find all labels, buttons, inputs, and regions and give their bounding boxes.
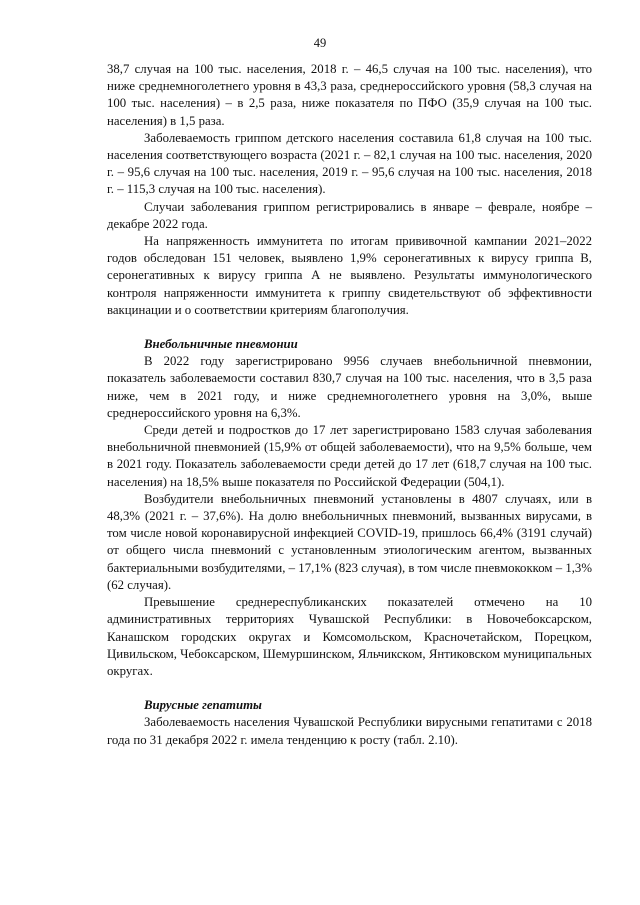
paragraph-pneumonia-children: Среди детей и подростков до 17 лет зарегистрировано 1583 случая заболевания внебольничной пневмонией (15,9% от общей заболеваемости), что на 9,5% больше, чем в 2021 году. Показатель заболеваемости среди детей до 17 лет (618,7 случая на 100 тыс. населения) на 18,5% выше показателя по Российской Федерации (504,1). <box>107 423 592 489</box>
page-number: 49 <box>313 36 327 50</box>
page-content <box>107 61 592 749</box>
paragraph-pneumonia-pathogens: Возбудители внебольничных пневмоний установлены в 4807 случаях, или в 48,3% (2021 г. – 37,6%). На долю внебольничных пневмоний, вызванных вирусами, в том числе новой коронавирусной инфекцией COVID-19, пришлось 66,4% (3191 случай) от общего числа пневмоний с установленным этиологическим агентом, вызванных бактериальными возбудителями, – 17,1% (823 случая), в том числе пневмококком – 1,3% (62 случая). <box>107 491 592 592</box>
section-heading-hepatitis: Вирусные гепатиты <box>144 698 262 713</box>
paragraph-influenza-season: Случаи заболевания гриппом регистрировались в январе – феврале, ноябре – декабре 2022 года. <box>107 199 592 231</box>
paragraph-hepatitis-trend: Заболеваемость населения Чувашской Республики вирусными гепатитами с 2018 года по 31 декабря 2022 г. имела тенденцию к росту (табл. 2.10). <box>107 715 592 747</box>
paragraph-influenza-children: Заболеваемость гриппом детского населения составила 61,8 случая на 100 тыс. населения соответствующего возраста (2021 г. – 82,1 случая на 100 тыс. населения, 2020 г. – 95,6 случая на 100 тыс. населения, 2019 г. – 95,6 случая на 100 тыс. населения, 2018 г. – 115,3 случая на 100 тыс. населения). <box>107 130 592 197</box>
paragraph-influenza-immunity: На напряженность иммунитета по итогам прививочной кампании 2021–2022 годов обследован 151 человек, выявлено 1,9% серонегативных к вирусу гриппа В, серонегативных к вирусу гриппа А не выявлено. Результаты иммунологического контроля напряженности иммунитета к гриппу свидетельствуют об эффективности вакцинации и о соответствии критериям благополучия. <box>107 234 592 317</box>
paragraph-pneumonia-overview: В 2022 году зарегистрировано 9956 случаев внебольничной пневмонии, показатель заболеваемости составил 830,7 случая на 100 тыс. населения, что в 3,5 раза ниже, чем в 2021 году, и ниже среднемноголетнего уровня на 3,0%, выше среднероссийского уровня на 6,3%. <box>107 354 592 420</box>
paragraph-pneumonia-territories: Превышение среднереспубликанских показателей отмечено на 10 административных территориях Чувашской Республики: в Новочебоксарском, Канашском городских округах и Комсомольском, Красночетайском, Порецком, Цивильском, Чебоксарском, Шемуршинском, Яльчикском, Янтиковском муниципальных округах. <box>107 595 592 678</box>
section-heading-pneumonia: Внебольничные пневмонии <box>144 337 298 352</box>
paragraph-influenza-rates-continued: 38,7 случая на 100 тыс. населения, 2018 г. – 46,5 случая на 100 тыс. населения), что ниже среднемноголетнего уровня в 43,3 раза, среднероссийского уровня (58,3 случая на 100 тыс. населения) – в 2,5 раза, ниже показателя по ПФО (35,9 случая на 100 тыс. населения) в 1,5 раза. <box>107 62 592 128</box>
